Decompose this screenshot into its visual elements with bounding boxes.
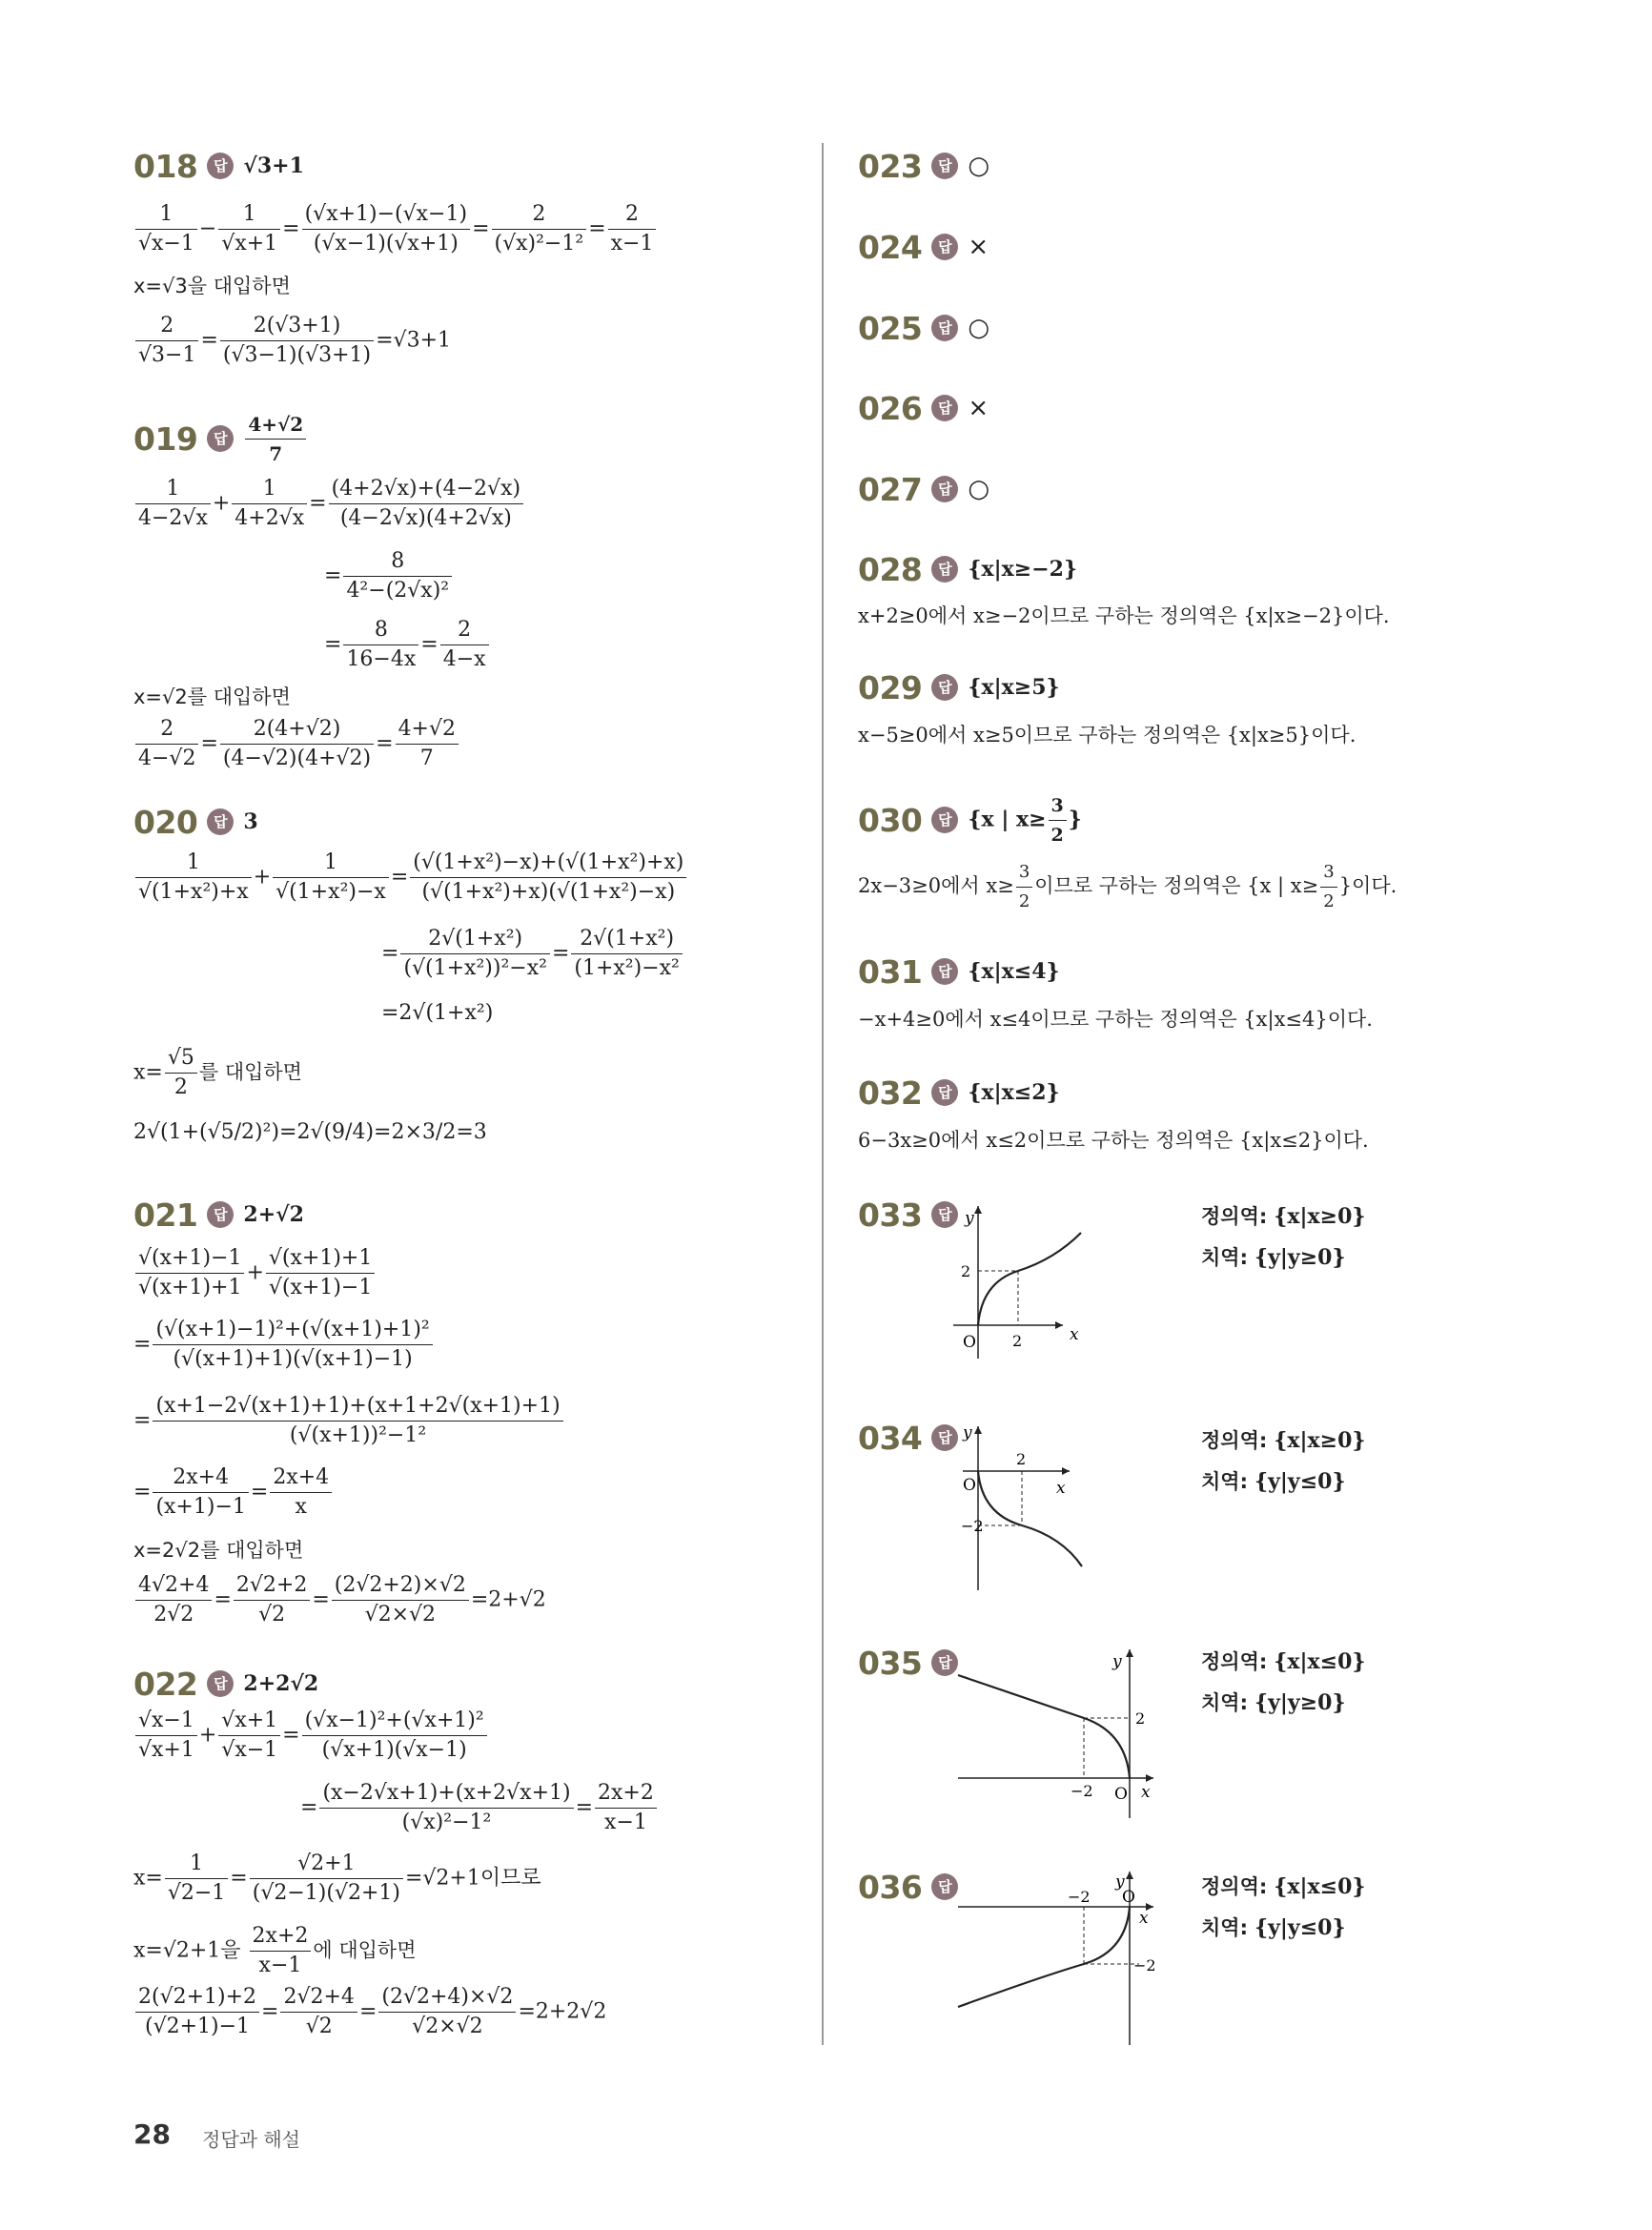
solution-line: = $\frac{\text{(√(x+1)−1)²+(√(x+1)+1)²}}{(√(x+1)+1)(√(x+1)-1)}$ [133,1316,435,1374]
problem-027 [858,466,989,512]
answer-badge: 답 [931,315,958,341]
answer: 2+√2 [243,1202,304,1227]
substitution-text: x=2√2를 대입하면 [133,1539,304,1562]
answer: {x | x≥ $\frac{3}{2}$ } [968,791,1082,849]
svg-text:y: y [1115,1872,1125,1892]
problem-026 [858,385,989,431]
problem-035 [858,1640,968,1686]
problem-number: 028 [858,550,923,588]
svg-text:O: O [963,1333,976,1352]
svg-text:y: y [963,1423,972,1442]
problem-023 [858,143,989,189]
answer: × [968,233,989,261]
svg-text:x: x [1141,1783,1151,1802]
problem-number: 030 [858,801,923,839]
footer-title: 정답과 해설 [202,2128,300,2151]
problem-number: 031 [858,952,923,991]
answer: {x|x≥−2} [968,557,1078,582]
solution-line: = $\frac{(x+1-2√(x+1)+1)+(x+1+2√(x+1)+1)}{\text{(√(x+1))²−1²}}$ [133,1392,565,1450]
answer: $\frac{4+√2}{7}$ [245,410,306,468]
problem-number: 023 [858,147,923,185]
solution-line: $\frac{√x-1}{√x+1}$ + $\frac{√x+1}{√x-1}$ = $\frac{\text{(√x−1)²+(√x+1)²}}{(√x+1)(√x-1)}$ [133,1707,489,1765]
problem-header [133,143,304,189]
problem-019 [133,410,308,467]
problem-header [133,410,308,467]
answer: √3+1 [243,153,304,178]
problem-header [133,1192,304,1238]
problem-header [133,1661,318,1707]
problem-number: 026 [858,389,923,427]
answer-badge: 답 [931,958,958,985]
answer-badge: 답 [207,1670,234,1697]
svg-text:y: y [1112,1652,1122,1671]
problem-number: 035 [858,1644,923,1682]
problem-number: 032 [858,1074,923,1112]
problem-number: 034 [858,1419,923,1457]
problem-025 [858,305,989,351]
svg-text:x: x [1139,1909,1149,1928]
domain-range: 정의역: {x|x≥0} 치역: {y|y≥0} [1201,1204,1366,1270]
solution-line: $\frac{2}{4-√2}$ = $\frac{2(4+√2)}{(4-√2)(4+√2)}$ = $\frac{4+√2}{7}$ [133,715,460,773]
problem-number: 018 [133,147,198,185]
domain-range: 정의역: {x|x≤0} 치역: {y|y≤0} [1201,1874,1366,1940]
solution-line: $\frac{1}{4-2√x}$ + $\frac{1}{4+2√x}$ = $\frac{(4+2√x)+(4-2√x)}{(4-2√x)(4+2√x)}$ [133,475,525,533]
substitution-text: x=√3을 대입하면 [133,275,291,297]
svg-text:O: O [1122,1888,1135,1907]
answer-badge: 답 [931,1201,958,1228]
answer-badge: 답 [207,808,234,835]
graph-036 [958,1864,1168,2045]
answer: × [968,394,989,422]
solution-line: x= $\frac{1}{√2-1}$ = $\frac{√2+1}{(√2-1)(√2+1)}$ =√2+1이므로 [133,1852,541,1905]
answer: {x|x≤2} [968,1080,1060,1105]
solution-line: $\frac{2(√2+1)+2}{(√2+1)-1}$ = $\frac{2√2+4}{√2}$ = $\frac{(2√2+4)\times√2}{√2\times√2}$ =2+2√2 [133,1983,606,2041]
svg-text:O: O [1114,1785,1128,1804]
solution-line: =2√(1+x²) [381,1001,494,1025]
svg-text:2: 2 [961,1262,971,1280]
svg-text:2: 2 [1135,1709,1146,1728]
svg-text:2: 2 [1016,1450,1027,1468]
solution-line: = $\frac{(x-2√x+1)+(x+2√x+1)}{\text{(√x)²−1²}}$ = $\frac{2x+2}{x-1}$ [300,1779,659,1837]
answer-badge: 답 [931,1079,958,1106]
explanation: x−5≥0에서 x≥5이므로 구하는 정의역은 {x|x≥5}이다. [858,724,1356,747]
problem-number: 019 [133,419,198,458]
answer-badge: 답 [207,153,234,179]
graph-034 [963,1419,1077,1590]
answer: {x|x≥5} [968,675,1060,700]
problem-018 [133,143,304,189]
problem-header [133,799,258,845]
svg-text:x: x [1070,1325,1079,1344]
problem-033 [858,1192,968,1238]
graph-035 [958,1642,1168,1818]
explanation: 6−3x≥0에서 x≤2이므로 구하는 정의역은 {x|x≤2}이다. [858,1129,1369,1152]
problem-032 [858,1070,1060,1115]
svg-text:−2: −2 [1133,1956,1156,1974]
problem-number: 022 [133,1665,198,1703]
svg-text:−2: −2 [1071,1782,1093,1800]
svg-text:x: x [1056,1479,1066,1498]
answer: 2+2√2 [243,1671,319,1696]
svg-text:y: y [965,1209,974,1228]
answer-badge: 답 [931,476,958,502]
domain-range: 정의역: {x|x≤0} 치역: {y|y≥0} [1201,1649,1366,1715]
solution-line: $\frac{4√2+4}{2√2}$ = $\frac{2√2+2}{√2}$ = $\frac{(2√2+2)\times√2}{√2\times√2}$ =2+√2 [133,1571,546,1629]
problem-034 [858,1415,968,1461]
substitution-text: x=√2를 대입하면 [133,685,291,708]
problem-031 [858,949,1060,994]
answer-badge: 답 [931,1424,958,1451]
problem-number: 021 [133,1196,198,1234]
column-divider [822,143,824,2045]
answer-badge: 답 [931,395,958,421]
answer-badge: 답 [931,556,958,583]
answer-badge: 답 [931,153,958,179]
solution-line: = $\frac{\text{2√(1+x²)}}{\text{(√(1+x²))²−x²}}$ = $\frac{\text{2√(1+x²)}}{\text{(1+x²)−x²}}$ [381,925,684,983]
problem-028 [858,546,1077,592]
answer-badge: 답 [931,1649,958,1676]
page-number: 28 [133,2118,171,2150]
answer: {x|x≤4} [968,959,1060,984]
answer-badge: 답 [207,1201,234,1228]
problem-020 [133,799,258,845]
solution-line: 2√(1+(√5/2)²)=2√(9/4)=2×3/2=3 [133,1120,487,1144]
answer: ○ [968,314,990,342]
solution-line: $\frac{1}{√x-1}$ − $\frac{1}{√x+1}$ = $\frac{(√x+1)-(√x-1)}{(√x-1)(√x+1)}$ = $\frac{2}{\text{(√x)²−1²}}$ = $\frac{2}{x-1}$ [133,200,658,258]
svg-text:2: 2 [1012,1332,1023,1350]
substitution-text: x=√2+1을 $\frac{2x+2}{x-1}$ 에 대입하면 [133,1924,417,1977]
substitution-text: x= $\frac{√5}{2}$ 를 대입하면 [133,1046,302,1099]
solution-line: $\frac{2}{√3-1}$ = $\frac{2(√3+1)}{(√3-1)(√3+1)}$ =√3+1 [133,312,451,370]
problem-number: 024 [858,228,923,266]
problem-number: 033 [858,1196,923,1234]
problem-029 [858,665,1060,710]
problem-036 [858,1864,968,1910]
domain-range: 정의역: {x|x≥0} 치역: {y|y≤0} [1201,1428,1366,1494]
answer-badge: 답 [931,807,958,833]
answer-badge: 답 [931,1873,958,1900]
answer-badge: 답 [207,425,234,452]
graph-033 [953,1197,1079,1368]
problem-number: 025 [858,309,923,347]
solution-line: = $\frac{8}{\text{4²−(2√x)²}}$ [324,547,454,605]
answer-badge: 답 [931,674,958,701]
svg-text:−2: −2 [1068,1888,1091,1906]
problem-number: 029 [858,668,923,706]
answer: 3 [243,809,258,834]
solution-line: = $\frac{8}{16-4x}$ = $\frac{2}{4-x}$ [324,616,491,674]
problem-024 [858,224,989,270]
answer: ○ [968,152,990,180]
problem-number: 036 [858,1868,923,1906]
solution-line: = $\frac{2x+4}{(x+1)-1}$ = $\frac{2x+4}{x}$ [133,1463,334,1522]
answer: ○ [968,475,990,503]
explanation: x+2≥0에서 x≥−2이므로 구하는 정의역은 {x|x≥−2}이다. [858,604,1390,627]
problem-022 [133,1661,318,1707]
problem-number: 027 [858,470,923,508]
problem-030 [858,791,1082,849]
explanation: 2x−3≥0에서 x≥ $\frac{3}{2}$ 이므로 구하는 정의역은 {x | x≥ $\frac{3}{2}$ }이다. [858,858,1397,916]
solution-line: $\frac{√(x+1)-1}{√(x+1)+1}$ + $\frac{√(x+1)+1}{√(x+1)-1}$ [133,1244,377,1302]
problem-021 [133,1192,304,1238]
svg-text:O: O [963,1476,976,1495]
problem-number: 020 [133,803,198,841]
explanation: −x+4≥0에서 x≤4이므로 구하는 정의역은 {x|x≤4}이다. [858,1008,1373,1031]
svg-text:−2: −2 [961,1517,984,1535]
answer-badge: 답 [931,234,958,260]
solution-line: $\frac{1}{\text{√(1+x²)+x}}$ + $\frac{1}{\text{√(1+x²)−x}}$ = $\frac{\text{(√(1+x²)−x)+(√(1+x²)+x)}}{\text{(√(1+x²)+x)(√(1+x²)−x)}}$ [133,849,688,907]
